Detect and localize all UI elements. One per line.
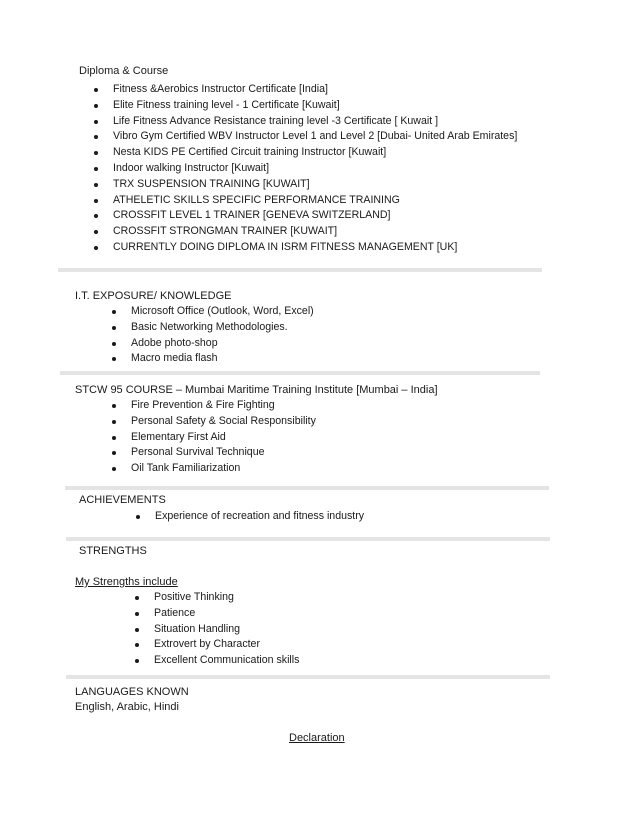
bullet-icon — [135, 659, 139, 663]
list-item — [131, 336, 314, 352]
list-item — [113, 114, 517, 130]
bullet-icon — [94, 230, 98, 234]
list-item — [113, 240, 517, 256]
section-divider — [66, 675, 550, 679]
bullet-icon — [112, 342, 116, 346]
bullet-icon — [136, 515, 140, 519]
bullet-icon — [94, 120, 98, 124]
diploma-list — [113, 82, 517, 256]
bullet-icon — [94, 151, 98, 155]
achievements-heading: ACHIEVEMENTS — [79, 494, 166, 506]
list-item — [113, 82, 517, 98]
section-divider — [58, 268, 542, 272]
list-item-text: Patience — [154, 606, 196, 619]
list-item-text: Situation Handling — [154, 622, 240, 635]
bullet-icon — [112, 357, 116, 361]
list-item-text: Fire Prevention & Fire Fighting — [131, 399, 275, 411]
bullet-icon — [135, 643, 139, 647]
bullet-icon — [112, 467, 116, 471]
list-item-text: CROSSFIT STRONGMAN TRAINER [KUWAIT] — [113, 225, 338, 238]
strengths-subheading: My Strengths include — [75, 576, 178, 588]
list-item-text: CROSSFIT LEVEL 1 TRAINER [GENEVA SWITZERLAND] — [113, 209, 391, 222]
list-item — [113, 161, 517, 177]
bullet-icon — [94, 183, 98, 187]
bullet-icon — [94, 214, 98, 218]
list-item — [113, 208, 517, 224]
list-item-text: CURRENTLY DOING DIPLOMA IN ISRM FITNESS MANAGEMENT [UK] — [113, 240, 458, 253]
list-item — [131, 320, 314, 336]
list-item-text: Elite Fitness training level - 1 Certificate [Kuwait] — [113, 98, 340, 111]
list-item — [113, 177, 517, 193]
list-item-text: Microsoft Office (Outlook, Word, Excel) — [131, 305, 314, 317]
list-item-text: Fitness &Aerobics Instructor Certificate [India] — [113, 83, 328, 95]
list-item — [154, 590, 299, 606]
bullet-icon — [112, 436, 116, 440]
it-list — [131, 304, 314, 367]
bullet-icon — [94, 199, 98, 203]
list-item-text: Positive Thinking — [154, 591, 234, 603]
bullet-icon — [94, 88, 98, 92]
list-item — [154, 637, 299, 653]
bullet-icon — [135, 612, 139, 616]
stcw-heading: STCW 95 COURSE – Mumbai Maritime Training Institute [Mumbai – India] — [75, 384, 438, 396]
list-item-text: Adobe photo-shop — [131, 336, 218, 349]
bullet-icon — [112, 310, 116, 314]
list-item-text: Life Fitness Advance Resistance training level -3 Certificate [ Kuwait ] — [113, 114, 439, 127]
bullet-icon — [94, 135, 98, 139]
diploma-heading: Diploma & Course — [79, 65, 169, 77]
list-item-text: Indoor walking Instructor [Kuwait] — [113, 161, 270, 174]
bullet-icon — [135, 596, 139, 600]
list-item — [113, 129, 517, 145]
list-item-text: ATHELETIC SKILLS SPECIFIC PERFORMANCE TRAINING — [113, 193, 400, 206]
list-item-text: TRX SUSPENSION TRAINING [KUWAIT] — [113, 177, 310, 190]
bullet-icon — [94, 246, 98, 250]
list-item-text: Excellent Communication skills — [154, 654, 300, 667]
it-heading: I.T. EXPOSURE/ KNOWLEDGE — [75, 290, 232, 302]
list-item-text: Experience of recreation and fitness industry — [155, 510, 365, 522]
list-item — [113, 224, 517, 240]
list-item — [131, 398, 316, 414]
bullet-icon — [135, 628, 139, 632]
bullet-icon — [112, 420, 116, 424]
list-item — [113, 98, 517, 114]
list-item — [131, 351, 314, 367]
list-item-text: Personal Survival Technique — [131, 446, 265, 459]
list-item — [155, 509, 364, 525]
list-item — [113, 145, 517, 161]
bullet-icon — [94, 167, 98, 171]
list-item — [154, 606, 299, 622]
section-divider — [65, 486, 549, 490]
strengths-heading: STRENGTHS — [79, 545, 147, 557]
strengths-list — [154, 590, 299, 669]
list-item-text: Nesta KIDS PE Certified Circuit training Instructor [Kuwait] — [113, 146, 387, 159]
achievements-list — [155, 509, 364, 525]
list-item-text: Basic Networking Methodologies. — [131, 320, 288, 333]
stcw-list — [131, 398, 316, 477]
list-item-text: Vibro Gym Certified WBV Instructor Level 1 and Level 2 [Dubai- United Arab Emirates] — [113, 130, 518, 143]
list-item-text: Oil Tank Familiarization — [131, 462, 241, 475]
languages-value: English, Arabic, Hindi — [75, 701, 179, 713]
section-divider — [66, 537, 550, 541]
list-item-text: Personal Safety & Social Responsibility — [131, 414, 316, 427]
bullet-icon — [94, 104, 98, 108]
list-item — [131, 430, 316, 446]
list-item-text: Elementary First Aid — [131, 430, 226, 443]
bullet-icon — [112, 326, 116, 330]
section-divider — [60, 371, 540, 375]
declaration-heading: Declaration — [289, 732, 345, 744]
bullet-icon — [112, 404, 116, 408]
list-item — [154, 653, 299, 669]
list-item — [113, 193, 517, 209]
bullet-icon — [112, 451, 116, 455]
list-item-text: Extrovert by Character — [154, 638, 260, 651]
list-item — [131, 445, 316, 461]
list-item — [131, 304, 314, 320]
list-item-text: Macro media flash — [131, 352, 218, 365]
list-item — [154, 622, 299, 638]
list-item — [131, 414, 316, 430]
list-item — [131, 461, 316, 477]
languages-heading: LANGUAGES KNOWN — [75, 686, 189, 698]
